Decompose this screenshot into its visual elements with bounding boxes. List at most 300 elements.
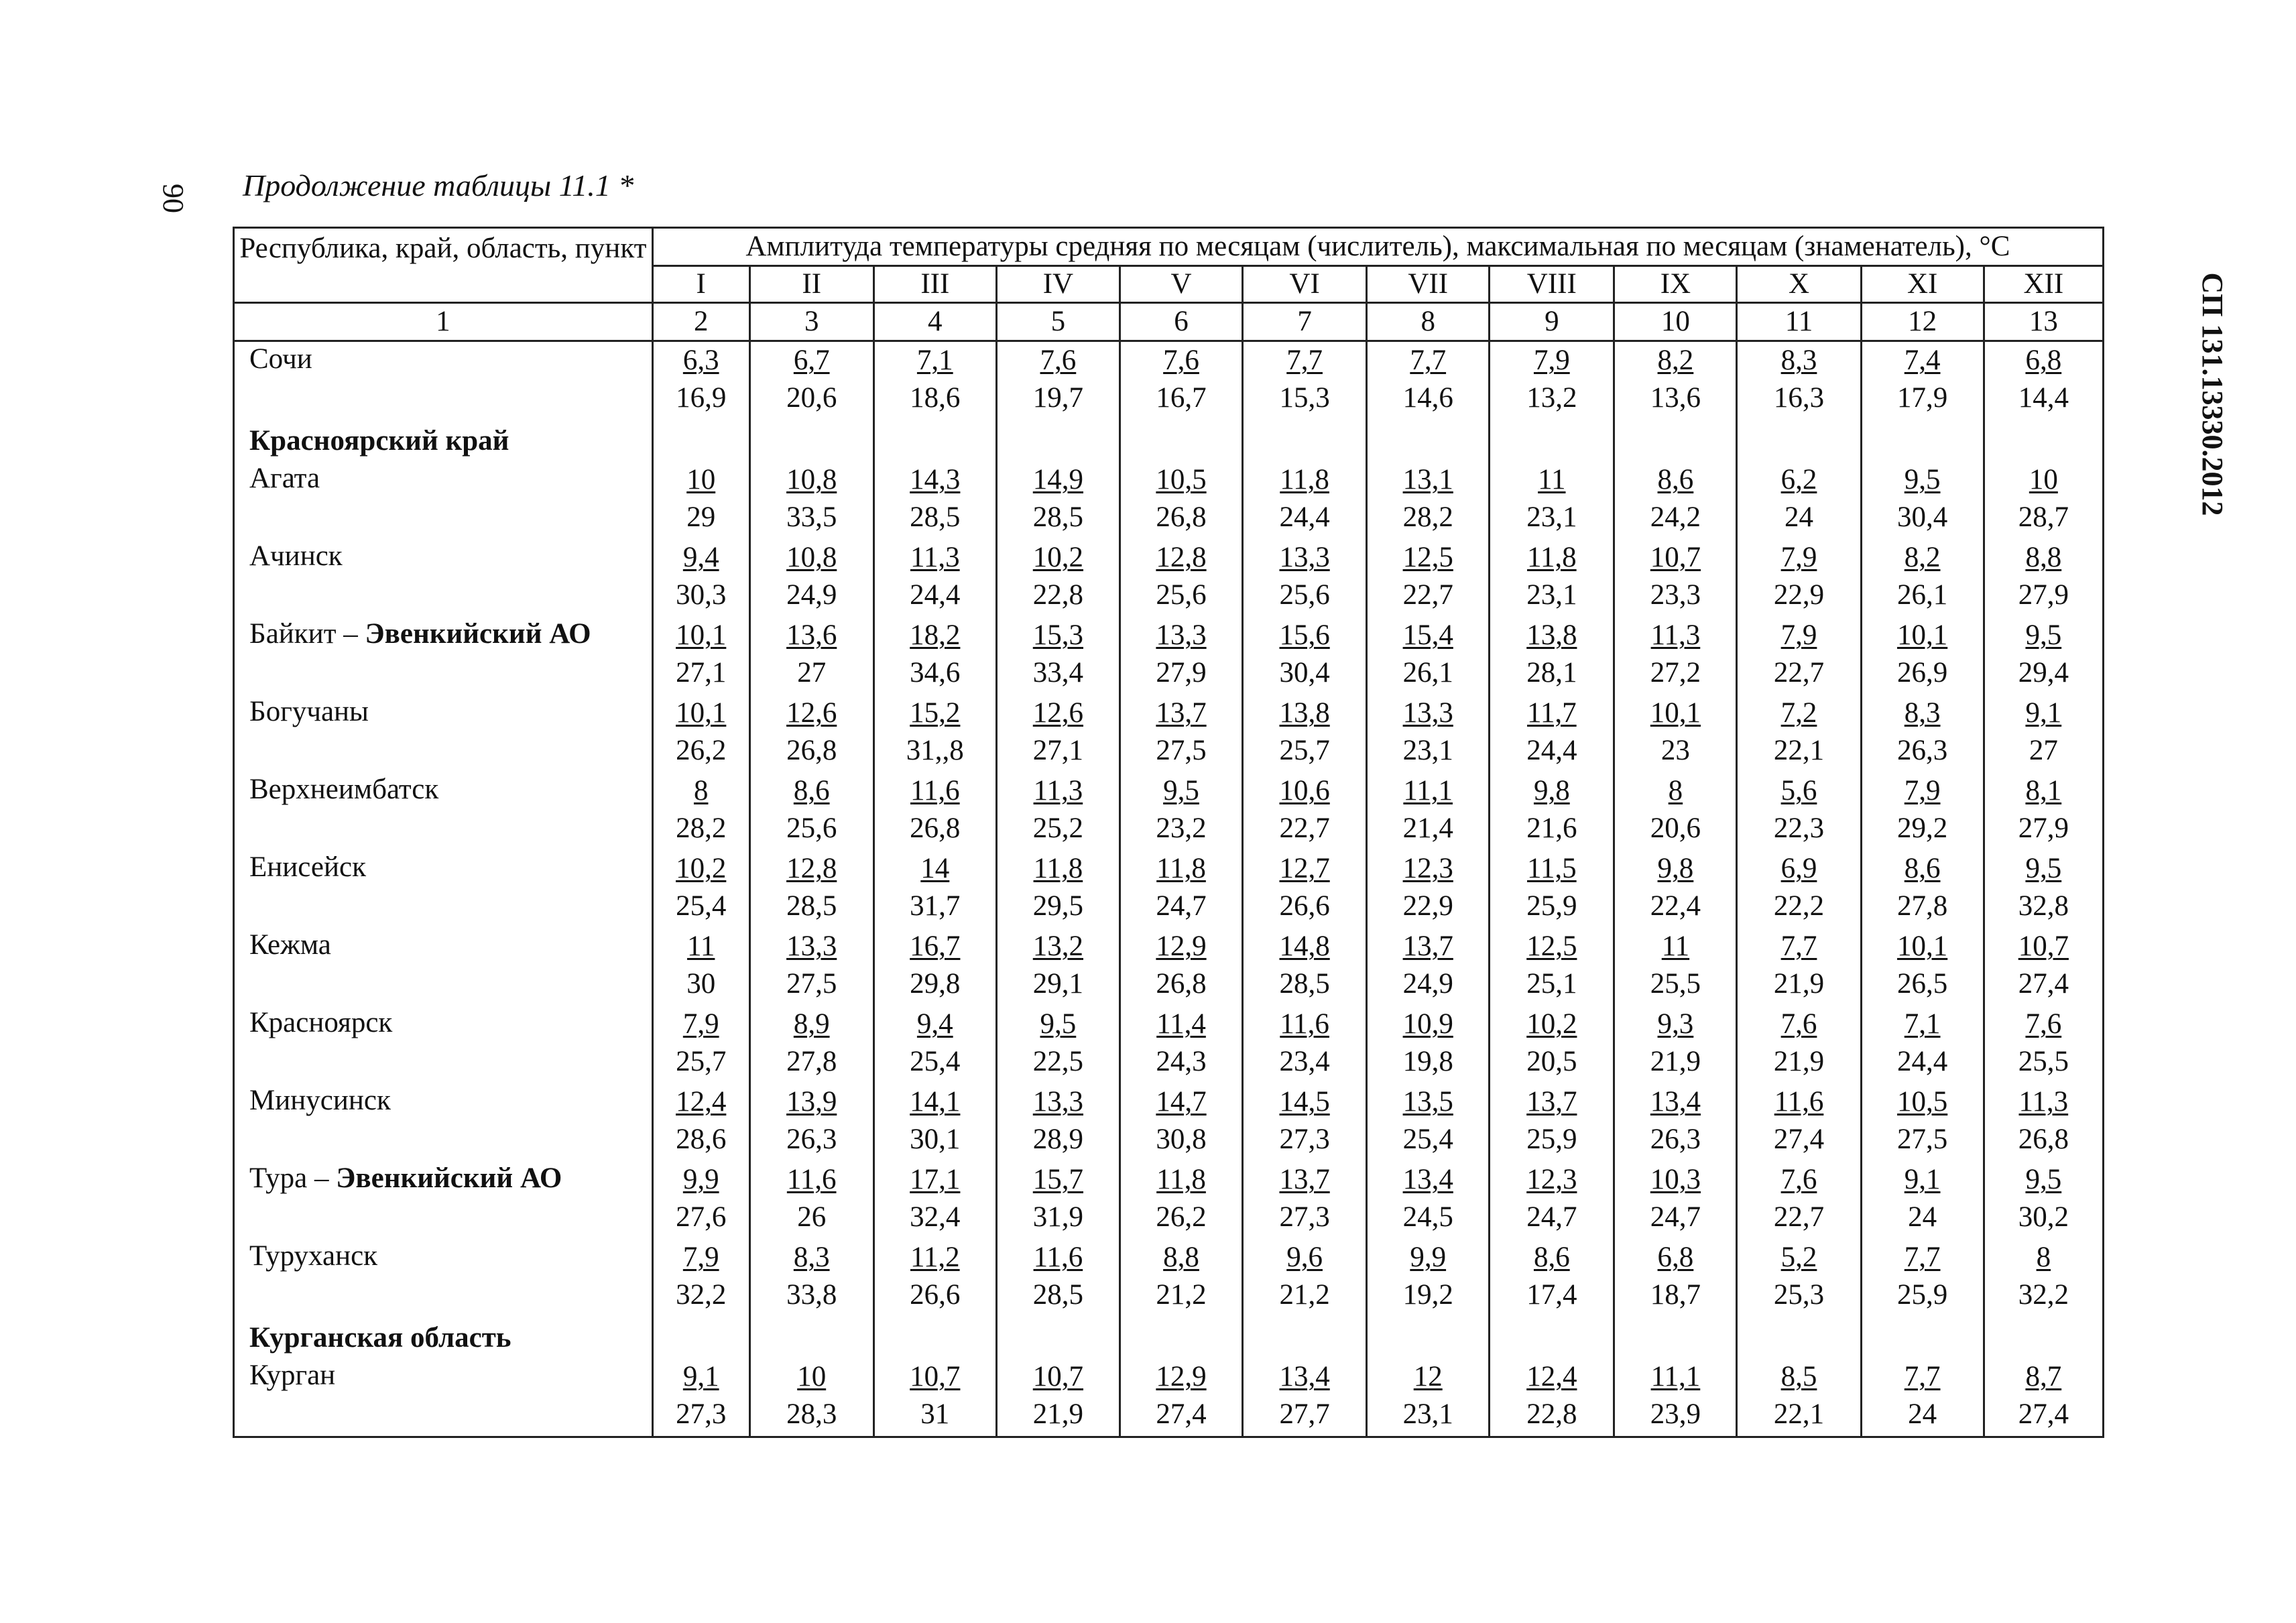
value-cell: [652, 695, 749, 772]
value-cell: [652, 1006, 749, 1083]
average-amplitude: 8,3: [1904, 697, 1941, 729]
average-amplitude: 10,1: [676, 697, 727, 729]
maximum-amplitude: 16,9: [676, 382, 727, 414]
place-name: [234, 1083, 653, 1161]
maximum-amplitude: 27,8: [1897, 890, 1948, 922]
value-cell: [1737, 1161, 1861, 1239]
place-name-text: Курган: [249, 1360, 336, 1391]
value-cell: [996, 850, 1120, 928]
value-cell: [996, 539, 1120, 617]
maximum-amplitude: 27: [797, 657, 827, 688]
maximum-amplitude: 27,5: [1897, 1124, 1948, 1155]
value-cell: [1243, 1317, 1367, 1358]
value-cell: [1490, 1006, 1614, 1083]
value-cell: [1984, 539, 2103, 617]
maximum-amplitude: 16,3: [1773, 382, 1825, 414]
average-amplitude: 11,3: [1650, 619, 1701, 651]
average-amplitude: 10,2: [1526, 1008, 1577, 1040]
average-amplitude: 7,7: [1286, 345, 1323, 376]
header-month-3: III: [873, 266, 996, 303]
average-amplitude: 13,6: [786, 619, 837, 651]
maximum-amplitude: 26,2: [1156, 1201, 1207, 1233]
value-cell: [1984, 1161, 2103, 1239]
maximum-amplitude: 26,6: [910, 1279, 961, 1311]
value-cell: [749, 420, 873, 461]
maximum-amplitude: 32,4: [910, 1201, 961, 1233]
value-cell: [1490, 341, 1614, 420]
maximum-amplitude: 22,5: [1032, 1046, 1084, 1077]
maximum-amplitude: 28,2: [1402, 501, 1453, 533]
value-cell: [996, 420, 1120, 461]
table-row: [234, 539, 2104, 617]
value-cell: [1614, 1358, 1737, 1437]
maximum-amplitude: 25,4: [910, 1046, 961, 1077]
average-amplitude: 11,3: [1033, 775, 1083, 806]
maximum-amplitude: 27,4: [2018, 968, 2069, 1000]
value-cell: [873, 695, 996, 772]
maximum-amplitude: 27,5: [1156, 735, 1207, 766]
average-amplitude: 10,1: [1897, 930, 1948, 962]
average-amplitude: 6,7: [793, 345, 830, 376]
value-cell: [873, 341, 996, 420]
average-amplitude: 7,9: [682, 1008, 719, 1040]
value-cell: [1737, 850, 1861, 928]
value-cell: [1490, 850, 1614, 928]
average-amplitude: 11,6: [1033, 1242, 1083, 1273]
average-amplitude: 14,5: [1279, 1086, 1330, 1118]
average-amplitude: 11: [687, 930, 715, 962]
value-cell: [873, 1239, 996, 1317]
value-cell: [996, 461, 1120, 539]
place-name: [234, 539, 653, 617]
maximum-amplitude: 28,2: [676, 813, 727, 844]
value-cell: [1861, 928, 1984, 1006]
header-month-1: I: [652, 266, 749, 303]
maximum-amplitude: 28,5: [786, 890, 837, 922]
average-amplitude: 7,9: [1780, 542, 1817, 573]
value-cell: [749, 1161, 873, 1239]
average-amplitude: 13,3: [1402, 697, 1453, 729]
average-amplitude: 11,2: [910, 1242, 960, 1273]
value-cell: [1120, 1083, 1242, 1161]
value-cell: [996, 1083, 1120, 1161]
value-cell: [996, 617, 1120, 695]
maximum-amplitude: 29,4: [2018, 657, 2069, 688]
header-month-9: IX: [1614, 266, 1737, 303]
value-cell: [873, 772, 996, 850]
average-amplitude: 6,2: [1780, 464, 1817, 495]
average-amplitude: 11,4: [1156, 1008, 1206, 1040]
value-cell: [873, 850, 996, 928]
maximum-amplitude: 19,8: [1402, 1046, 1453, 1077]
average-amplitude: 8,3: [1780, 345, 1817, 376]
average-amplitude: 13,7: [1279, 1164, 1330, 1195]
average-amplitude: 8,8: [1163, 1242, 1199, 1273]
table-row: [234, 341, 2104, 420]
maximum-amplitude: 23,2: [1156, 813, 1207, 844]
maximum-amplitude: 30,3: [676, 579, 727, 611]
maximum-amplitude: 26,9: [1897, 657, 1948, 688]
maximum-amplitude: 17,4: [1526, 1279, 1577, 1311]
value-cell: [749, 928, 873, 1006]
value-cell: [1737, 1083, 1861, 1161]
maximum-amplitude: 18,6: [910, 382, 961, 414]
value-cell: [996, 1239, 1120, 1317]
average-amplitude: 8,5: [1780, 1361, 1817, 1392]
temperature-amplitude-table: [233, 227, 2104, 1438]
average-amplitude: 13,4: [1279, 1361, 1330, 1392]
maximum-amplitude: 25,9: [1526, 1124, 1577, 1155]
average-amplitude: 13,2: [1032, 930, 1084, 962]
place-name: [234, 928, 653, 1006]
value-cell: [1737, 772, 1861, 850]
average-amplitude: 11,8: [1156, 853, 1206, 884]
maximum-amplitude: 26: [797, 1201, 827, 1233]
column-number-7: 7: [1243, 303, 1367, 341]
average-amplitude: 12,4: [676, 1086, 727, 1118]
maximum-amplitude: 23,1: [1402, 735, 1453, 766]
maximum-amplitude: 22,4: [1650, 890, 1701, 922]
value-cell: [1243, 1083, 1367, 1161]
value-cell: [1984, 1239, 2103, 1317]
maximum-amplitude: 27,6: [676, 1201, 727, 1233]
average-amplitude: 14,3: [910, 464, 961, 495]
average-amplitude: 9,8: [1533, 775, 1570, 806]
maximum-amplitude: 20,6: [1650, 813, 1701, 844]
average-amplitude: 10,6: [1279, 775, 1330, 806]
place-name: [234, 695, 653, 772]
maximum-amplitude: 19,7: [1032, 382, 1084, 414]
average-amplitude: 6,3: [682, 345, 719, 376]
value-cell: [1861, 1083, 1984, 1161]
average-amplitude: 13,3: [786, 930, 837, 962]
average-amplitude: 12,5: [1402, 542, 1453, 573]
value-cell: [1861, 772, 1984, 850]
maximum-amplitude: 22,2: [1773, 890, 1825, 922]
value-cell: [749, 1083, 873, 1161]
table-row: [234, 1083, 2104, 1161]
maximum-amplitude: 22,9: [1402, 890, 1453, 922]
average-amplitude: 9,4: [682, 542, 719, 573]
maximum-amplitude: 33,8: [786, 1279, 837, 1311]
value-cell: [873, 1083, 996, 1161]
maximum-amplitude: 21,9: [1773, 968, 1825, 1000]
value-cell: [1614, 1317, 1737, 1358]
header-group-title: Амплитуда температуры средняя по месяцам (числитель), максимальная по месяцам (знаменатель), °С: [652, 228, 2103, 266]
place-name-text: Красноярск: [249, 1007, 393, 1038]
maximum-amplitude: 32,2: [676, 1279, 727, 1311]
value-cell: [1367, 1006, 1490, 1083]
value-cell: [1120, 341, 1242, 420]
value-cell: [873, 928, 996, 1006]
maximum-amplitude: 25,9: [1526, 890, 1577, 922]
average-amplitude: 13,3: [1032, 1086, 1084, 1118]
maximum-amplitude: 26,8: [910, 813, 961, 844]
maximum-amplitude: 25,4: [676, 890, 727, 922]
value-cell: [652, 341, 749, 420]
maximum-amplitude: 14,6: [1402, 382, 1453, 414]
column-number-11: 11: [1737, 303, 1861, 341]
place-name-text: Сочи: [249, 343, 312, 375]
maximum-amplitude: 23: [1660, 735, 1690, 766]
maximum-amplitude: 24,7: [1156, 890, 1207, 922]
average-amplitude: 11: [1661, 930, 1690, 962]
value-cell: [873, 1006, 996, 1083]
maximum-amplitude: 30,2: [2018, 1201, 2069, 1233]
header-name-column: Республика, край, область, пункт: [234, 228, 653, 303]
maximum-amplitude: 26,8: [1156, 968, 1207, 1000]
maximum-amplitude: 25,2: [1032, 813, 1084, 844]
maximum-amplitude: 26,2: [676, 735, 727, 766]
value-cell: [1984, 695, 2103, 772]
maximum-amplitude: 27,8: [786, 1046, 837, 1077]
average-amplitude: 13,3: [1279, 542, 1330, 573]
maximum-amplitude: 22,1: [1773, 735, 1825, 766]
maximum-amplitude: 24,2: [1650, 501, 1701, 533]
average-amplitude: 10: [797, 1361, 827, 1392]
value-cell: [1490, 539, 1614, 617]
value-cell: [873, 539, 996, 617]
maximum-amplitude: 27,9: [2018, 579, 2069, 611]
value-cell: [749, 1006, 873, 1083]
place-name-text: Енисейск: [249, 851, 366, 883]
value-cell: [1490, 420, 1614, 461]
maximum-amplitude: 30,8: [1156, 1124, 1207, 1155]
value-cell: [1367, 928, 1490, 1006]
page-number: 90: [157, 184, 190, 213]
maximum-amplitude: 21,6: [1526, 813, 1577, 844]
value-cell: [1614, 539, 1737, 617]
place-name-region-suffix: Эвенкийский АО: [336, 1162, 562, 1194]
average-amplitude: 13,4: [1402, 1164, 1453, 1195]
maximum-amplitude: 30,1: [910, 1124, 961, 1155]
maximum-amplitude: 24,4: [1526, 735, 1577, 766]
maximum-amplitude: 26,3: [786, 1124, 837, 1155]
maximum-amplitude: 28,9: [1032, 1124, 1084, 1155]
value-cell: [1737, 1239, 1861, 1317]
header-month-11: XI: [1861, 266, 1984, 303]
value-cell: [1367, 1083, 1490, 1161]
column-number-9: 9: [1490, 303, 1614, 341]
place-name-text: Агата: [249, 463, 320, 494]
average-amplitude: 7,1: [916, 345, 953, 376]
average-amplitude: 7,7: [1904, 1242, 1941, 1273]
column-number-13: 13: [1984, 303, 2103, 341]
value-cell: [1861, 850, 1984, 928]
value-cell: [1120, 850, 1242, 928]
maximum-amplitude: 16,7: [1156, 382, 1207, 414]
average-amplitude: 9,4: [916, 1008, 953, 1040]
average-amplitude: 14,7: [1156, 1086, 1207, 1118]
value-cell: [1490, 695, 1614, 772]
maximum-amplitude: 21,9: [1773, 1046, 1825, 1077]
average-amplitude: 6,8: [1657, 1242, 1694, 1273]
value-cell: [996, 1317, 1120, 1358]
value-cell: [1120, 1161, 1242, 1239]
maximum-amplitude: 23,1: [1526, 579, 1577, 611]
average-amplitude: 8,6: [1657, 464, 1694, 495]
maximum-amplitude: 30,4: [1897, 501, 1948, 533]
value-cell: [1120, 539, 1242, 617]
value-cell: [749, 461, 873, 539]
average-amplitude: 11,8: [1156, 1164, 1206, 1195]
average-amplitude: 12,8: [786, 853, 837, 884]
average-amplitude: 12,9: [1156, 1361, 1207, 1392]
place-name-text: Байкит –: [249, 618, 365, 650]
place-name: [234, 461, 653, 539]
maximum-amplitude: 23,9: [1650, 1398, 1701, 1430]
average-amplitude: 11,6: [1280, 1008, 1329, 1040]
value-cell: [1120, 695, 1242, 772]
column-number-2: 2: [652, 303, 749, 341]
value-cell: [1861, 539, 1984, 617]
value-cell: [873, 1358, 996, 1437]
average-amplitude: 8,6: [793, 775, 830, 806]
average-amplitude: 7,6: [1040, 345, 1077, 376]
maximum-amplitude: 28,5: [1279, 968, 1330, 1000]
average-amplitude: 12,7: [1279, 853, 1330, 884]
average-amplitude: 10,1: [1650, 697, 1701, 729]
average-amplitude: 9,5: [1163, 775, 1199, 806]
value-cell: [1614, 420, 1737, 461]
maximum-amplitude: 30: [686, 968, 716, 1000]
average-amplitude: 7,9: [1780, 619, 1817, 651]
maximum-amplitude: 15,3: [1279, 382, 1330, 414]
maximum-amplitude: 22,8: [1032, 579, 1084, 611]
table-caption: Продолжение таблицы 11.1 *: [243, 168, 634, 202]
maximum-amplitude: 29,2: [1897, 813, 1948, 844]
maximum-amplitude: 26,8: [786, 735, 837, 766]
value-cell: [1984, 928, 2103, 1006]
average-amplitude: 8,6: [1904, 853, 1941, 884]
value-cell: [873, 461, 996, 539]
average-amplitude: 6,9: [1780, 853, 1817, 884]
average-amplitude: 9,5: [2025, 1164, 2062, 1195]
column-number-1: 1: [234, 303, 653, 341]
value-cell: [1367, 341, 1490, 420]
maximum-amplitude: 22,7: [1773, 1201, 1825, 1233]
average-amplitude: 11,8: [1526, 542, 1577, 573]
value-cell: [1614, 1239, 1737, 1317]
maximum-amplitude: 28,5: [1032, 501, 1084, 533]
maximum-amplitude: 25,5: [1650, 968, 1701, 1000]
value-cell: [1243, 928, 1367, 1006]
average-amplitude: 13,7: [1526, 1086, 1577, 1118]
maximum-amplitude: 22,7: [1279, 813, 1330, 844]
average-amplitude: 10,7: [910, 1361, 961, 1392]
average-amplitude: 9,5: [2025, 619, 2062, 651]
average-amplitude: 15,4: [1402, 619, 1453, 651]
average-amplitude: 11,8: [1033, 853, 1083, 884]
value-cell: [1614, 617, 1737, 695]
average-amplitude: 8,2: [1657, 345, 1694, 376]
value-cell: [1120, 1358, 1242, 1437]
value-cell: [1614, 1006, 1737, 1083]
average-amplitude: 10,9: [1402, 1008, 1453, 1040]
maximum-amplitude: 21,9: [1032, 1398, 1084, 1430]
document-code: СП 131.13330.2012: [2196, 272, 2229, 516]
value-cell: [1120, 928, 1242, 1006]
value-cell: [1861, 695, 1984, 772]
average-amplitude: 10,5: [1156, 464, 1207, 495]
value-cell: [1243, 850, 1367, 928]
value-cell: [652, 1358, 749, 1437]
maximum-amplitude: 27,9: [1156, 657, 1207, 688]
average-amplitude: 10,2: [676, 853, 727, 884]
maximum-amplitude: 26,6: [1279, 890, 1330, 922]
value-cell: [652, 1239, 749, 1317]
maximum-amplitude: 17,9: [1897, 382, 1948, 414]
value-cell: [1861, 1358, 1984, 1437]
average-amplitude: 13,8: [1526, 619, 1577, 651]
average-amplitude: 8,6: [1533, 1242, 1570, 1273]
value-cell: [1984, 1083, 2103, 1161]
value-cell: [1984, 1006, 2103, 1083]
header-month-6: VI: [1243, 266, 1367, 303]
average-amplitude: 12,4: [1526, 1361, 1577, 1392]
value-cell: [1737, 539, 1861, 617]
value-cell: [873, 1161, 996, 1239]
header-month-4: IV: [996, 266, 1120, 303]
maximum-amplitude: 29,1: [1032, 968, 1084, 1000]
average-amplitude: 9,3: [1657, 1008, 1694, 1040]
maximum-amplitude: 31,,8: [906, 735, 964, 766]
average-amplitude: 9,9: [682, 1164, 719, 1195]
value-cell: [1984, 772, 2103, 850]
maximum-amplitude: 13,2: [1526, 382, 1577, 414]
maximum-amplitude: 29,8: [910, 968, 961, 1000]
average-amplitude: 8,7: [2025, 1361, 2062, 1392]
value-cell: [1243, 1358, 1367, 1437]
value-cell: [749, 1317, 873, 1358]
value-cell: [1243, 617, 1367, 695]
value-cell: [996, 1006, 1120, 1083]
value-cell: [1737, 1358, 1861, 1437]
maximum-amplitude: 26,8: [1156, 501, 1207, 533]
maximum-amplitude: 23,4: [1279, 1046, 1330, 1077]
maximum-amplitude: 21,9: [1650, 1046, 1701, 1077]
maximum-amplitude: 19,2: [1402, 1279, 1453, 1311]
table-row: [234, 617, 2104, 695]
average-amplitude: 11,3: [910, 542, 960, 573]
maximum-amplitude: 29: [686, 501, 716, 533]
value-cell: [1861, 341, 1984, 420]
maximum-amplitude: 25,7: [676, 1046, 727, 1077]
maximum-amplitude: 27: [2029, 735, 2058, 766]
value-cell: [1737, 695, 1861, 772]
table-row: [234, 772, 2104, 850]
table-row: [234, 1239, 2104, 1317]
maximum-amplitude: 27,1: [676, 657, 727, 688]
value-cell: [1984, 617, 2103, 695]
average-amplitude: 7,9: [682, 1242, 719, 1273]
value-cell: [1737, 420, 1861, 461]
maximum-amplitude: 26,8: [2018, 1124, 2069, 1155]
average-amplitude: 13,4: [1650, 1086, 1701, 1118]
average-amplitude: 16,7: [910, 930, 961, 962]
value-cell: [749, 617, 873, 695]
place-name: [234, 1161, 653, 1239]
maximum-amplitude: 31,7: [910, 890, 961, 922]
average-amplitude: 10,8: [786, 542, 837, 573]
maximum-amplitude: 25,9: [1897, 1279, 1948, 1311]
value-cell: [652, 461, 749, 539]
average-amplitude: 9,8: [1657, 853, 1694, 884]
average-amplitude: 9,5: [1904, 464, 1941, 495]
average-amplitude: 15,2: [910, 697, 961, 729]
maximum-amplitude: 34,6: [910, 657, 961, 688]
maximum-amplitude: 26,5: [1897, 968, 1948, 1000]
